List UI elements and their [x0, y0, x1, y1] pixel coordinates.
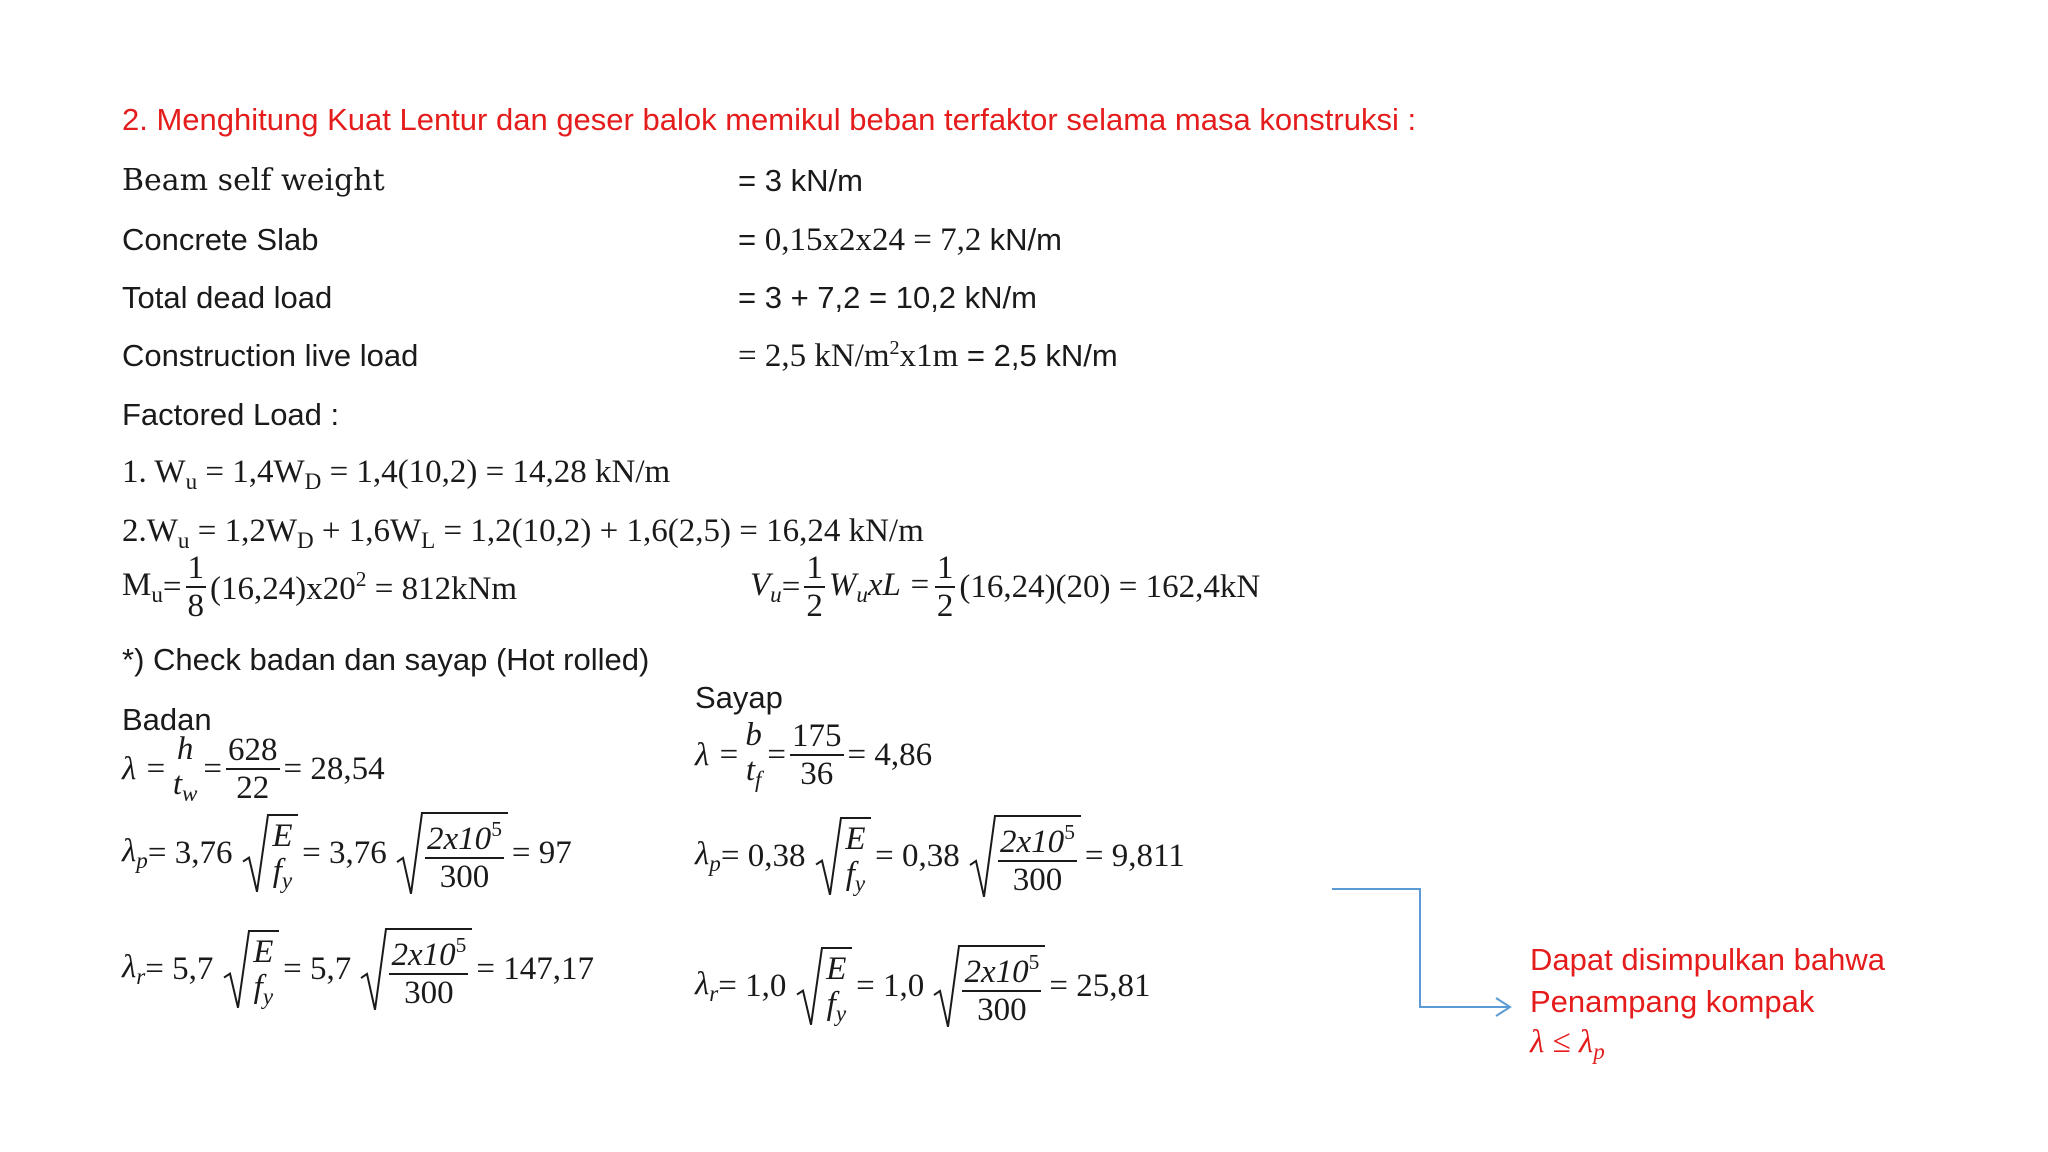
shear-fraction-2: $\frac{1}{2}$	[936, 550, 954, 625]
sayap-lp-result: = 9,811	[1084, 838, 1185, 875]
shear-wu-xl: $W_uxL$ =	[828, 566, 931, 607]
sayap-lr-coef2: = 1,0	[856, 968, 925, 1005]
live-value-d: = 2,5 kN/m	[958, 338, 1118, 374]
moment-expr: $(16,24)x20^2 = 812kNm$	[210, 566, 518, 607]
sayap-lp-sqrt-e-fy: E $f_y$	[814, 817, 871, 896]
live-value-a: = 2,5 kN/m	[738, 338, 890, 375]
factored-load-title: Factored Load :	[122, 397, 340, 432]
slab-value-eq: =	[738, 222, 765, 257]
sayap-lp-sqrt-num: $\frac{2x10^5}{300}$	[968, 815, 1081, 898]
badan-lr-sqrt-e-fy: E $f_y$	[222, 930, 279, 1009]
sayap-lambda-r	[695, 945, 1150, 1028]
sayap-lr-coef: = 1,0	[718, 968, 787, 1005]
badan-lp-sqrt-e-fy: E $f_y$	[241, 814, 298, 893]
badan-lambda-r	[122, 928, 594, 1011]
sayap-lr-sqrt-e-fy: E $f_y$	[795, 947, 852, 1026]
factored-eq-2	[122, 515, 924, 552]
sayap-lp-coef2: = 0,38	[875, 838, 960, 875]
construction-live-load-label: Construction live load	[122, 338, 419, 373]
badan-lambda-p	[122, 812, 572, 895]
badan-lp-result: = 97	[511, 835, 572, 872]
eq2-sub-d: D	[296, 526, 314, 553]
conclusion-line-2: Penampang kompak	[1530, 984, 1815, 1019]
sayap-eq: =	[767, 736, 787, 773]
shear-result: (16,24)(20) = 162,4kN	[959, 568, 1261, 605]
conclusion-line-1: Dapat disimpulkan bahwa	[1530, 942, 1885, 977]
badan-title: Badan	[122, 702, 212, 737]
total-dead-load-label: Total dead load	[122, 280, 333, 315]
moment-eq: =	[162, 568, 182, 605]
live-value-c: x1m	[899, 338, 959, 375]
live-value-sup: 2	[889, 337, 900, 359]
eq2-sub-l: L	[421, 526, 436, 553]
badan-628-22: $\frac{628}{22}$	[228, 732, 278, 807]
total-dead-load-value: = 3 + 7,2 = 10,2 kN/m	[738, 280, 1037, 315]
conclusion-line-3	[1530, 1026, 1605, 1063]
conclusion-sub-p: p	[1593, 1037, 1605, 1064]
slab-value-unit: kN/m	[989, 222, 1062, 257]
eq2-prefix: 2.W	[122, 513, 178, 549]
eq1-rest: = 1,4(10,2) = 14,28 kN/m	[321, 454, 671, 490]
slab-value-expr: 0,15x2x24 = 7,2	[764, 222, 990, 258]
sayap-lr-sqrt-num: $\frac{2x10^5}{300}$	[932, 945, 1045, 1028]
badan-lr-sqrt-num: $\frac{2x10^5}{300}$	[359, 928, 472, 1011]
conclusion-lambda: λ ≤ λ	[1530, 1024, 1594, 1060]
sayap-175-36: $\frac{175}{36}$	[792, 718, 842, 793]
construction-live-load-value	[738, 338, 1118, 374]
factored-eq-1	[122, 456, 670, 493]
moment-equation	[122, 550, 517, 625]
sayap-b-tf: b $t_f$	[745, 716, 762, 792]
badan-lp-coef2: = 3,76	[302, 835, 387, 872]
shear-fraction-1: $\frac{1}{2}$	[806, 550, 823, 625]
badan-h-tw: h $t_w$	[172, 730, 198, 806]
concrete-slab-label: Concrete Slab	[122, 222, 319, 257]
sayap-lambda-p	[695, 815, 1185, 898]
badan-lambda: λ =	[122, 750, 167, 787]
check-title: *) Check badan dan sayap (Hot rolled)	[122, 642, 650, 677]
sayap-lambda-eq	[695, 718, 932, 793]
sayap-result: = 4,86	[847, 736, 933, 773]
badan-eq: =	[203, 750, 223, 787]
moment-m: $M_u$	[122, 566, 163, 607]
beam-self-weight-value: = 3 kN/m	[738, 163, 863, 198]
badan-lr-result: = 147,17	[476, 951, 594, 988]
section-heading: 2. Menghitung Kuat Lentur dan geser balok memikul beban terfaktor selama masa konstruksi :	[122, 102, 1417, 137]
badan-lp-coef: = 3,76	[147, 835, 233, 872]
shear-v: $V_u$	[750, 566, 782, 607]
eq1-prefix: 1. W	[122, 454, 186, 490]
connector-arrow-icon	[1320, 880, 1520, 1020]
badan-lr-coef: = 5,7	[145, 951, 214, 988]
shear-equation	[750, 550, 1260, 625]
concrete-slab-value	[738, 222, 1062, 258]
badan-lr-label: $\lambda_r$	[122, 949, 146, 990]
eq2-b: + 1,6W	[313, 513, 422, 549]
eq1-sub-d: D	[304, 467, 322, 494]
eq2-sub-u: u	[177, 526, 190, 553]
sayap-lr-label: $\lambda_r$	[695, 966, 719, 1007]
badan-lambda-eq	[122, 732, 385, 807]
badan-lp-sqrt-num: $\frac{2x10^5}{300}$	[395, 812, 508, 895]
sayap-lp-coef: = 0,38	[720, 838, 806, 875]
sayap-title: Sayap	[695, 680, 783, 715]
badan-lr-coef2: = 5,7	[283, 951, 352, 988]
beam-self-weight-label: Beam self weight	[122, 163, 385, 198]
eq1-mid: = 1,4W	[197, 454, 305, 490]
sayap-lr-result: = 25,81	[1049, 968, 1151, 1005]
badan-lp-label: $\lambda_p$	[122, 833, 148, 874]
eq1-sub-u: u	[185, 467, 198, 494]
eq2-rest: = 1,2(10,2) + 1,6(2,5) = 16,24 kN/m	[435, 513, 924, 549]
moment-fraction: $\frac{1}{8}$	[187, 550, 205, 625]
eq2-a: = 1,2W	[189, 513, 297, 549]
badan-result: = 28,54	[283, 750, 385, 787]
shear-eq: =	[781, 568, 801, 605]
sayap-lambda: λ =	[695, 736, 740, 773]
sayap-lp-label: $\lambda_p$	[695, 836, 721, 877]
